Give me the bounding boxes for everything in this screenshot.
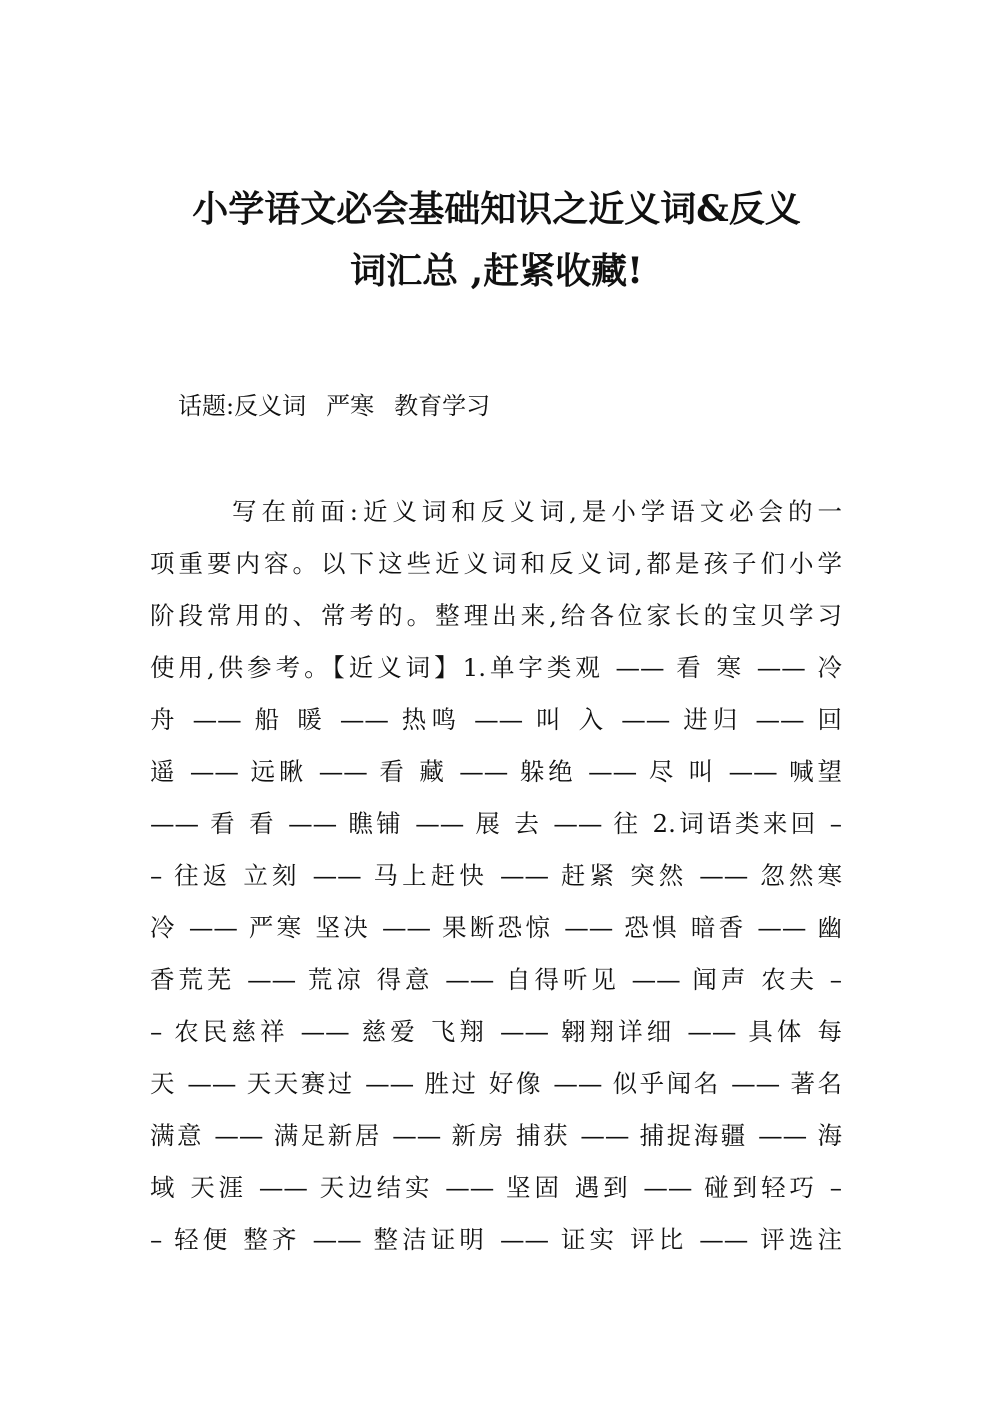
body-line-4: 使用,供参考。【近义词】1.单字类观 —— 看 寒 —— 冷 [150,653,842,682]
body-line-14: 域 天涯 —— 天边结实 —— 坚固 遇到 —— 碰到轻巧 – [150,1173,842,1202]
topic-tag-1[interactable]: 反义词 [234,392,307,420]
body-line-12: 天 —— 天天赛过 —— 胜过 好像 —— 似乎闻名 —— 著名 [150,1069,842,1098]
body-line-3: 阶段常用的、常考的。整理出来,给各位家长的宝贝学习 [150,601,842,630]
body-line-2: 项重要内容。以下这些近义词和反义词,都是孩子们小学 [150,549,842,578]
body-line-8: – 往返 立刻 —— 马上赶快 —— 赶紧 突然 —— 忽然寒 [150,861,842,890]
body-line-10: 香荒芜 —— 荒凉 得意 —— 自得听见 —— 闻声 农夫 – [150,965,842,994]
body-line-15: – 轻便 整齐 —— 整洁证明 —— 证实 评比 —— 评选注 [150,1225,842,1254]
body-line-1: 写在前面:近义词和反义词,是小学语文必会的一 [232,497,842,526]
document-title [150,178,843,302]
body-line-9: 冷 —— 严寒 坚决 —— 果断恐惊 —— 恐惧 暗香 —— 幽 [150,913,842,942]
topic-tag-2[interactable]: 严寒 [326,392,375,420]
body-line-6: 遥 —— 远瞅 —— 看 藏 —— 躲绝 —— 尽 叫 —— 喊望 [150,757,842,786]
body-line-7: —— 看 看 —— 瞧铺 —— 展 去 —— 往 2.词语类来回 – [150,809,842,838]
title-line-2: 词汇总 ,赶紧收藏! [350,250,643,292]
topics-row [178,386,510,426]
body-line-13: 满意 —— 满足新居 —— 新房 捕获 —— 捕捉海疆 —— 海 [150,1121,842,1150]
body-line-11: – 农民慈祥 —— 慈爱 飞翔 —— 翱翔详细 —— 具体 每 [150,1017,842,1046]
topics-label: 话题: [178,392,235,420]
topic-tag-3[interactable]: 教育学习 [394,392,491,420]
title-line-1: 小学语文必会基础知识之近义词&反义 [192,188,801,230]
article-body [150,486,842,1266]
body-line-5: 舟 —— 船 暖 —— 热鸣 —— 叫 入 —— 进归 —— 回 [150,705,842,734]
